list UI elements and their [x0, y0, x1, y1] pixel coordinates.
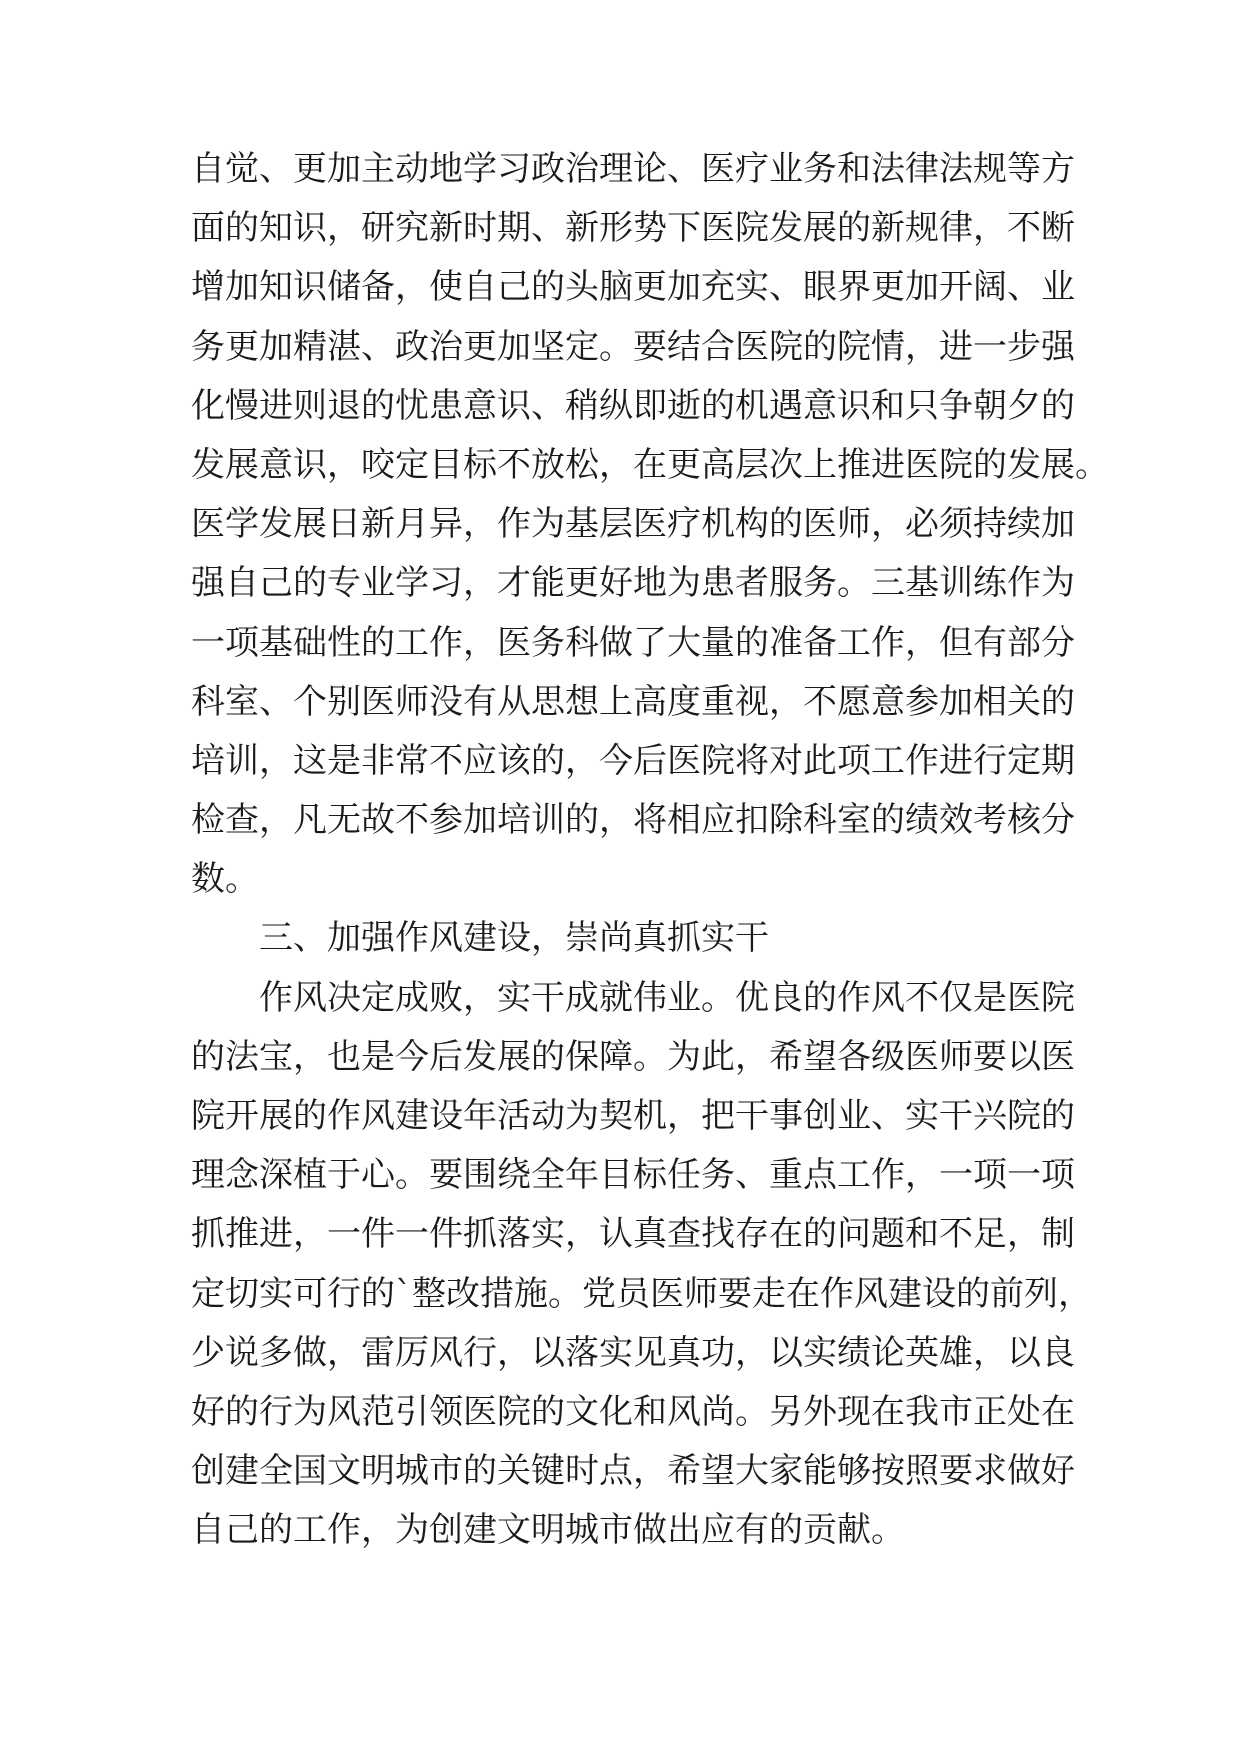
text-line: 院开展的作风建设年活动为契机，把干事创业、实干兴院的 [191, 1096, 1075, 1136]
section-heading: 三、加强作风建设，崇尚真抓实干 [259, 918, 769, 959]
text-line: 科室、个别医师没有从思想上高度重视，不愿意参加相关的 [191, 681, 1075, 722]
paragraph-study [191, 140, 1109, 909]
text-line: 增加知识储备，使自己的头脑更加充实、眼界更加开阔、业 [191, 267, 1075, 308]
text-line: 创建全国文明城市的关键时点，希望大家能够按照要求做好 [191, 1451, 1075, 1492]
text-line: 数。 [191, 859, 259, 900]
text-line: 自觉、更加主动地学习政治理论、医疗业务和法律法规等方 [191, 149, 1075, 189]
text-line: 定切实可行的`整改措施。党员医师要走在作风建设的前列， [191, 1273, 1092, 1314]
paragraph-work-style [191, 969, 1092, 1561]
text-line: 面的知识，研究新时期、新形势下医院发展的新规律，不断 [191, 208, 1075, 249]
text-line: 一项基础性的工作，医务科做了大量的准备工作，但有部分 [191, 622, 1075, 663]
text-line: 培训，这是非常不应该的，今后医院将对此项工作进行定期 [191, 740, 1075, 781]
text-line: 强自己的专业学习，才能更好地为患者服务。三基训练作为 [191, 563, 1075, 604]
text-line: 的法宝，也是今后发展的保障。为此，希望各级医师要以医 [191, 1036, 1075, 1077]
text-line: 化慢进则退的忧患意识、稍纵即逝的机遇意识和只争朝夕的 [191, 385, 1075, 426]
text-line: 理念深植于心。要围绕全年目标任务、重点工作，一项一项 [191, 1155, 1075, 1196]
document-body [191, 140, 1109, 1561]
text-line: 好的行为风范引领医院的文化和风尚。另外现在我市正处在 [191, 1391, 1075, 1432]
text-line: 少说多做，雷厉风行，以落实见真功，以实绩论英雄，以良 [191, 1332, 1075, 1373]
section-heading-three [191, 909, 1061, 968]
text-line: 检查，凡无故不参加培训的，将相应扣除科室的绩效考核分 [191, 800, 1075, 841]
text-line: 务更加精湛、政治更加坚定。要结合医院的院情，进一步强 [191, 326, 1075, 367]
text-line: 医学发展日新月异，作为基层医疗机构的医师，必须持续加 [191, 504, 1075, 545]
text-line: 抓推进，一件一件抓落实，认真查找存在的问题和不足，制 [191, 1214, 1075, 1255]
text-line: 发展意识，咬定目标不放松，在更高层次上推进医院的发展。 [191, 444, 1109, 485]
text-line: 作风决定成败，实干成就伟业。优良的作风不仅是医院 [259, 977, 1075, 1018]
text-line: 自己的工作，为创建文明城市做出应有的贡献。 [191, 1510, 905, 1551]
